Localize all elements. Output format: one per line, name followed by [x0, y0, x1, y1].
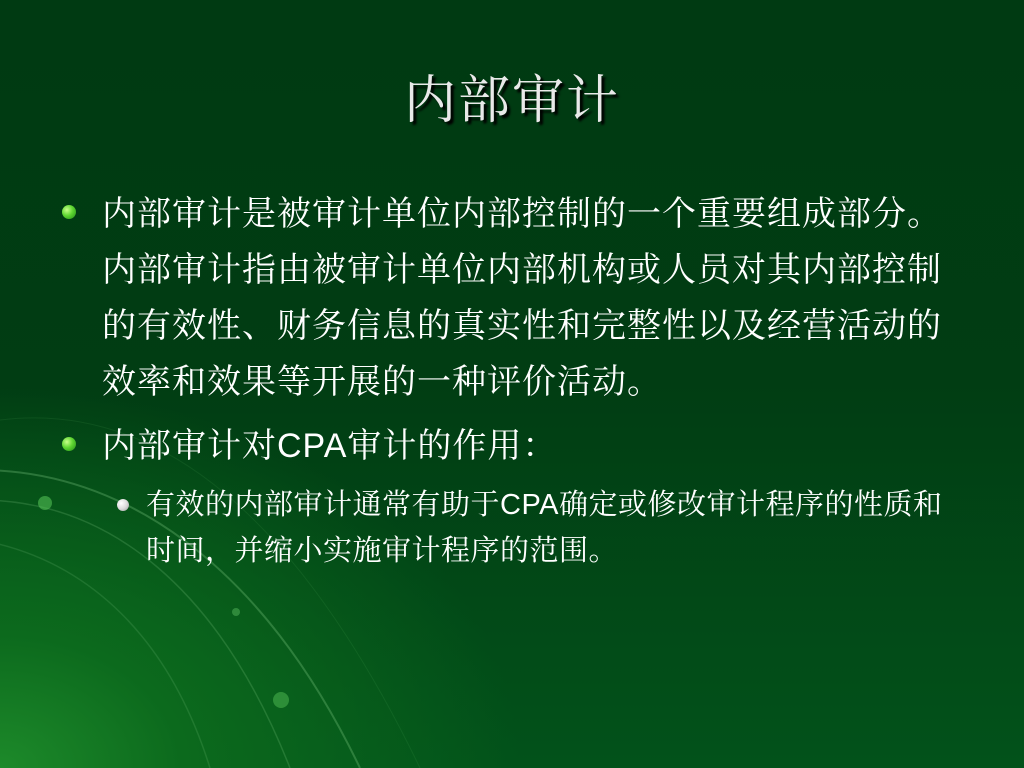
sub-bullet-text-prefix: 有效的内部审计通常有助于 [146, 487, 501, 521]
sub-bullet-text-suffix: 确定或修改审计程序的性质和时间，并缩小实施审计程序的范围。 [146, 487, 943, 567]
bullet-item [60, 186, 950, 410]
bullet-text: 内部审计是被审计单位内部控制的一个重要组成部分。内部审计指由被审计单位内部机构或人员对其内部控制的有效性、财务信息的真实性和完整性以及经营活动的效率和效果等开展的一种评价活动。 [102, 194, 942, 402]
bullet-text [102, 418, 950, 474]
slide-title: 内部审计 [403, 71, 620, 131]
sub-bullet-text [146, 482, 950, 573]
sub-bullet-dot-icon [117, 499, 129, 511]
slide-content [60, 186, 950, 573]
bullet-text-prefix: 内部审计对 [102, 426, 277, 466]
bullet-dot-icon [62, 437, 76, 451]
bullet-item [60, 418, 950, 474]
bullet-dot-icon [62, 205, 76, 219]
bullet-text-latin: CPA [277, 427, 348, 465]
sub-bullet-item [60, 482, 950, 573]
bullet-text-suffix: 审计的作用： [347, 426, 558, 466]
sub-bullet-text-latin: CPA [500, 489, 559, 521]
